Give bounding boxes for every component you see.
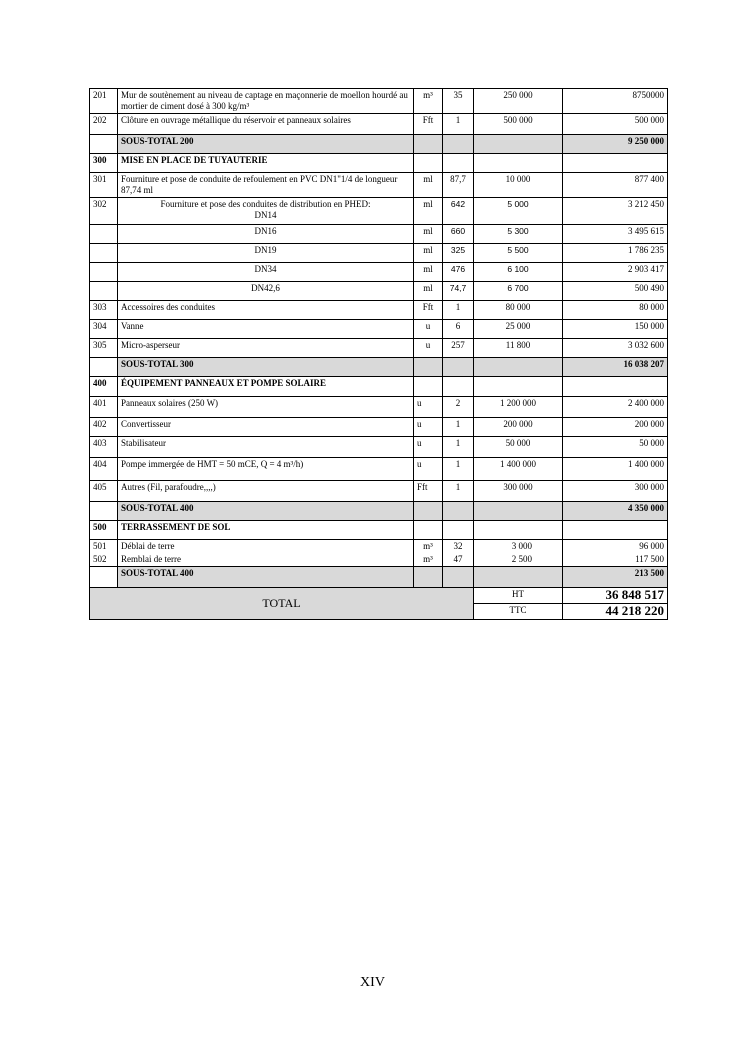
item-code	[90, 225, 118, 244]
item-unit-price: 250 000	[474, 89, 563, 114]
item-unit-price: 200 000	[474, 418, 563, 437]
item-code: 501	[90, 540, 118, 554]
item-description: Panneaux solaires (250 W)	[118, 397, 414, 418]
item-unit: m³	[414, 89, 443, 114]
item-quantity: 1	[443, 114, 474, 135]
subtotal-label: SOUS-TOTAL 400	[118, 502, 414, 521]
table-row	[90, 418, 668, 437]
item-description: Pompe immergée de HMT = 50 mCE, Q = 4 m³/h)	[118, 458, 414, 481]
item-unit: ml	[414, 263, 443, 282]
section-header-row	[90, 377, 668, 397]
item-total: 3 212 450	[563, 198, 668, 225]
item-total: 96 000	[563, 540, 668, 554]
table-row	[90, 198, 668, 225]
table-row	[90, 320, 668, 339]
item-unit-price: 6 700	[474, 282, 563, 301]
item-code: 502	[90, 553, 118, 567]
item-unit: u	[414, 320, 443, 339]
table-row	[90, 263, 668, 282]
item-unit-price: 5 500	[474, 244, 563, 263]
item-description-line: Fourniture et pose des conduites de distribution en PHED:	[160, 199, 371, 209]
item-quantity: 47	[443, 553, 474, 567]
item-description: Fourniture et pose de conduite de refoulement en PVC DN1"1/4 de longueur 87,74 ml	[118, 173, 414, 198]
item-description: DN34	[118, 263, 414, 282]
item-quantity: 1	[443, 481, 474, 502]
subtotal-row	[90, 135, 668, 154]
item-description: Autres (Fil, parafoudre,,,,)	[118, 481, 414, 502]
item-unit: Fft	[414, 301, 443, 320]
item-description: DN16	[118, 225, 414, 244]
item-description: Accessoires des conduites	[118, 301, 414, 320]
item-unit: ml	[414, 282, 443, 301]
item-total: 500 000	[563, 114, 668, 135]
item-unit: u	[414, 397, 443, 418]
item-total: 2 400 000	[563, 397, 668, 418]
subtotal-value: 9 250 000	[563, 135, 668, 154]
item-quantity: 1	[443, 418, 474, 437]
item-description: DN42,6	[118, 282, 414, 301]
item-quantity: 32	[443, 540, 474, 554]
item-unit: ml	[414, 198, 443, 225]
section-title: TERRASSEMENT DE SOL	[118, 521, 414, 540]
item-unit-price: 300 000	[474, 481, 563, 502]
subtotal-row	[90, 567, 668, 588]
subtotal-label: SOUS-TOTAL 300	[118, 358, 414, 377]
item-unit: u	[414, 458, 443, 481]
item-quantity: 325	[443, 244, 474, 263]
item-quantity: 1	[443, 301, 474, 320]
item-unit-price: 1 400 000	[474, 458, 563, 481]
item-description: Clôture en ouvrage métallique du réservoir et panneaux solaires	[118, 114, 414, 135]
section-code: 500	[90, 521, 118, 540]
subtotal-row	[90, 358, 668, 377]
item-code	[90, 282, 118, 301]
subtotal-value: 16 038 207	[563, 358, 668, 377]
item-code: 305	[90, 339, 118, 358]
item-total: 200 000	[563, 418, 668, 437]
item-unit: ml	[414, 244, 443, 263]
table-row	[90, 540, 668, 554]
item-total: 80 000	[563, 301, 668, 320]
ht-label: HT	[474, 588, 563, 604]
item-quantity: 6	[443, 320, 474, 339]
item-quantity: 1	[443, 437, 474, 458]
ht-value: 36 848 517	[563, 588, 668, 604]
item-code: 202	[90, 114, 118, 135]
item-code: 405	[90, 481, 118, 502]
item-total: 3 495 615	[563, 225, 668, 244]
section-code: 400	[90, 377, 118, 397]
item-description: Déblai de terre	[118, 540, 414, 554]
subtotal-value: 213 500	[563, 567, 668, 588]
page-number: XIV	[360, 975, 385, 990]
item-unit-price: 11 800	[474, 339, 563, 358]
item-total: 2 903 417	[563, 263, 668, 282]
ttc-label: TTC	[474, 604, 563, 620]
item-total: 300 000	[563, 481, 668, 502]
item-code: 403	[90, 437, 118, 458]
item-unit: ml	[414, 225, 443, 244]
section-header-row	[90, 521, 668, 540]
table-row	[90, 225, 668, 244]
item-total: 50 000	[563, 437, 668, 458]
table-row	[90, 301, 668, 320]
grand-total-row	[90, 588, 668, 604]
item-unit: Fft	[414, 114, 443, 135]
item-total: 1 400 000	[563, 458, 668, 481]
subtotal-label: SOUS-TOTAL 400	[118, 567, 414, 588]
item-unit-price: 50 000	[474, 437, 563, 458]
table-row	[90, 173, 668, 198]
item-quantity: 660	[443, 225, 474, 244]
item-unit-price: 10 000	[474, 173, 563, 198]
section-title: MISE EN PLACE DE TUYAUTERIE	[118, 154, 414, 173]
item-quantity: 257	[443, 339, 474, 358]
item-code: 404	[90, 458, 118, 481]
item-total: 877 400	[563, 173, 668, 198]
item-unit-price: 5 000	[474, 198, 563, 225]
subtotal-value: 4 350 000	[563, 502, 668, 521]
item-unit: m³	[414, 540, 443, 554]
item-unit: ml	[414, 173, 443, 198]
bill-of-quantities-table	[89, 88, 668, 620]
item-total: 117 500	[563, 553, 668, 567]
item-unit: u	[414, 437, 443, 458]
table-row	[90, 481, 668, 502]
item-total: 3 032 600	[563, 339, 668, 358]
item-total: 500 490	[563, 282, 668, 301]
item-unit: m³	[414, 553, 443, 567]
item-description: Vanne	[118, 320, 414, 339]
subtotal-row	[90, 502, 668, 521]
section-title: ÉQUIPEMENT PANNEAUX ET POMPE SOLAIRE	[118, 377, 414, 397]
item-code: 302	[90, 198, 118, 225]
item-unit-price: 2 500	[474, 553, 563, 567]
item-unit: u	[414, 339, 443, 358]
table-row	[90, 458, 668, 481]
total-label: TOTAL	[90, 588, 474, 620]
table-row	[90, 437, 668, 458]
item-description: Convertisseur	[118, 418, 414, 437]
item-unit-price: 3 000	[474, 540, 563, 554]
item-unit-price: 5 300	[474, 225, 563, 244]
table-row	[90, 397, 668, 418]
item-description: Remblai de terre	[118, 553, 414, 567]
table-row	[90, 244, 668, 263]
item-quantity: 35	[443, 89, 474, 114]
item-quantity: 2	[443, 397, 474, 418]
section-code: 300	[90, 154, 118, 173]
item-diameter: DN14	[254, 210, 277, 220]
item-code: 301	[90, 173, 118, 198]
item-total: 8750000	[563, 89, 668, 114]
subtotal-label: SOUS-TOTAL 200	[118, 135, 414, 154]
item-quantity: 1	[443, 458, 474, 481]
item-quantity: 476	[443, 263, 474, 282]
item-description: DN19	[118, 244, 414, 263]
table-row	[90, 339, 668, 358]
item-description	[118, 198, 414, 225]
section-header-row	[90, 154, 668, 173]
item-unit-price: 6 100	[474, 263, 563, 282]
item-code: 304	[90, 320, 118, 339]
item-total: 150 000	[563, 320, 668, 339]
item-description: Micro-asperseur	[118, 339, 414, 358]
item-unit-price: 500 000	[474, 114, 563, 135]
table-row	[90, 114, 668, 135]
item-unit-price: 1 200 000	[474, 397, 563, 418]
table-row	[90, 89, 668, 114]
item-total: 1 786 235	[563, 244, 668, 263]
item-code: 303	[90, 301, 118, 320]
table-row	[90, 282, 668, 301]
item-unit: Fft	[414, 481, 443, 502]
item-code: 402	[90, 418, 118, 437]
item-code	[90, 263, 118, 282]
item-unit: u	[414, 418, 443, 437]
item-unit-price: 80 000	[474, 301, 563, 320]
item-description: Stabilisateur	[118, 437, 414, 458]
table-row	[90, 553, 668, 567]
ttc-value: 44 218 220	[563, 604, 668, 620]
item-code: 401	[90, 397, 118, 418]
item-code: 201	[90, 89, 118, 114]
item-quantity: 642	[443, 198, 474, 225]
item-quantity: 74,7	[443, 282, 474, 301]
item-quantity: 87,7	[443, 173, 474, 198]
item-code	[90, 244, 118, 263]
item-unit-price: 25 000	[474, 320, 563, 339]
item-description: Mur de soutènement au niveau de captage en maçonnerie de moellon hourdé au mortier de ciment dosé à 300 kg/m³	[118, 89, 414, 114]
